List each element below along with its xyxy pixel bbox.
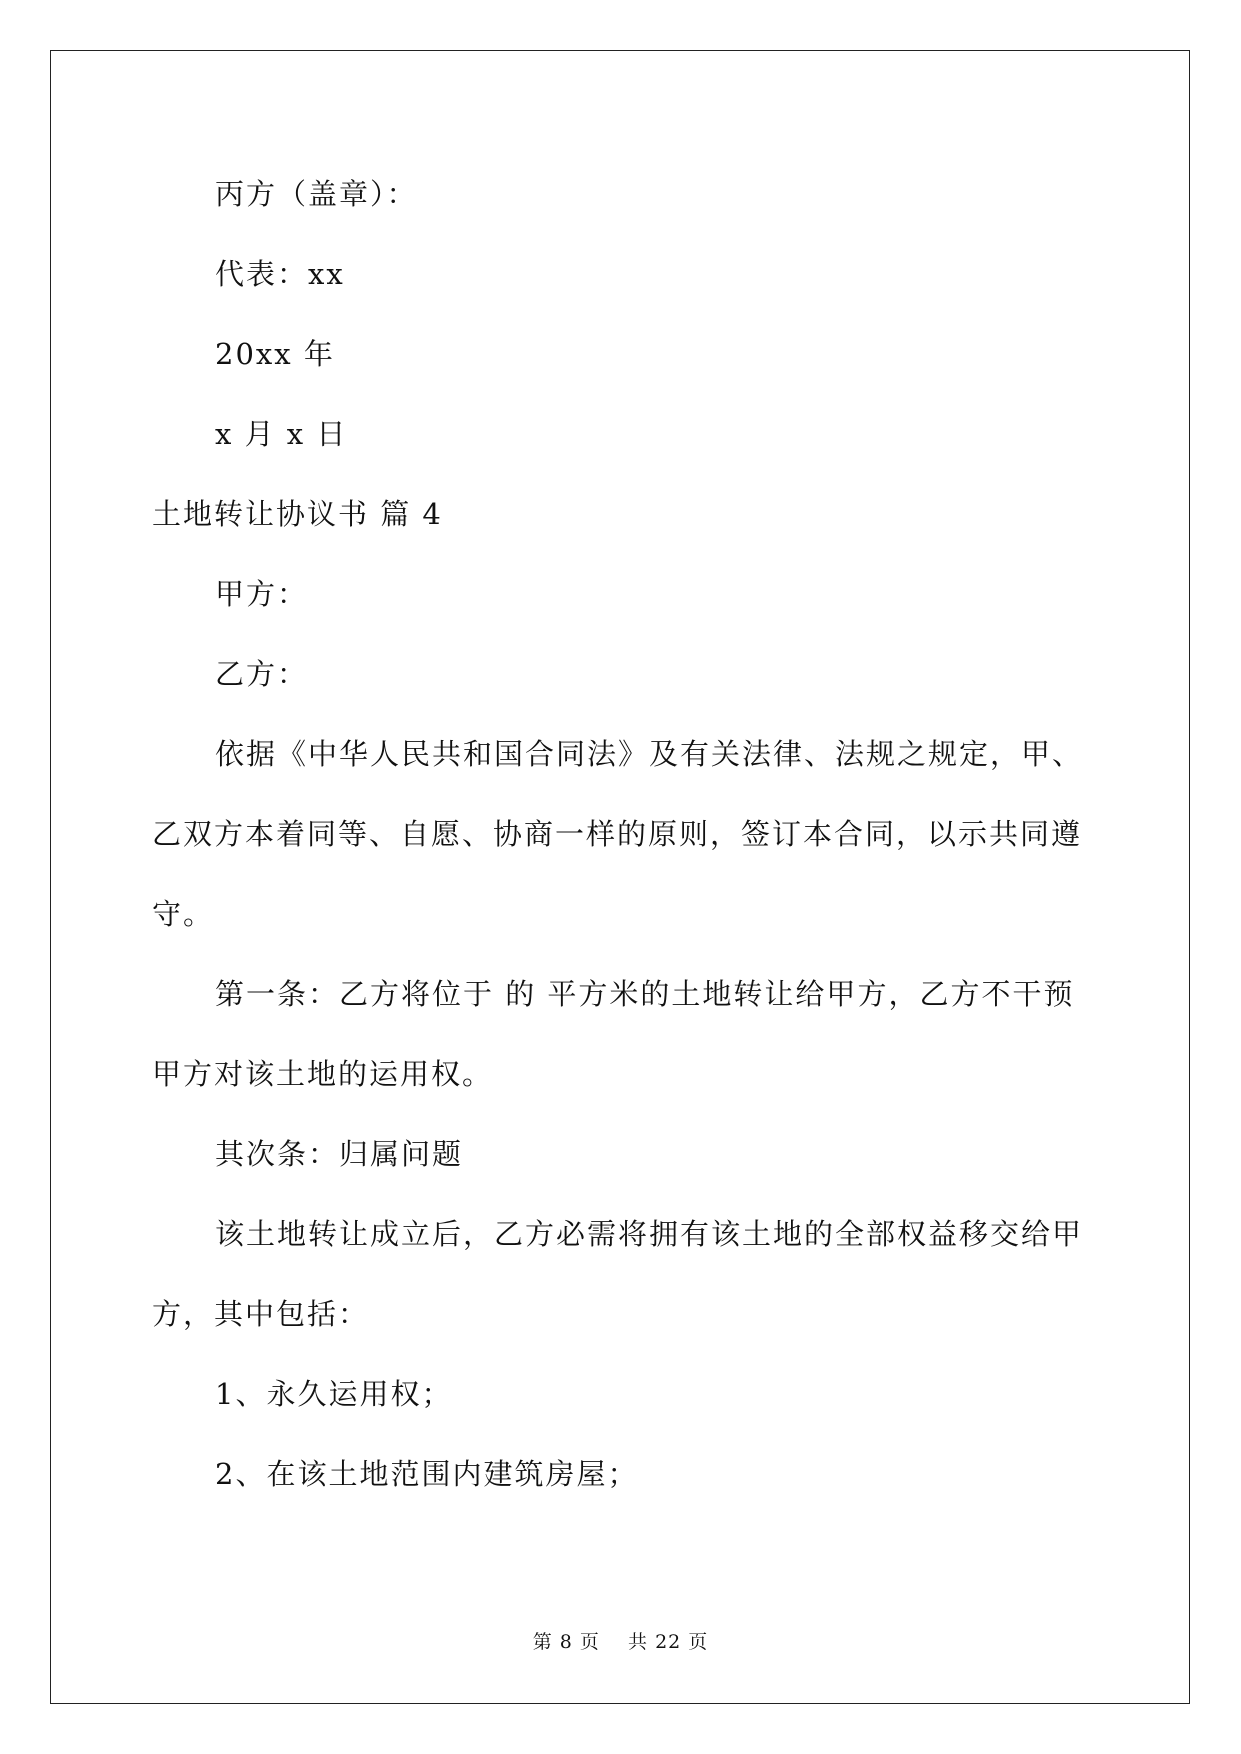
list-item-2: 2、在该土地范围内建筑房屋； (215, 1457, 639, 1491)
page-footer (0, 1630, 1241, 1654)
party-b-line: 乙方： (215, 657, 309, 691)
page-total: 共 22 页 (628, 1631, 709, 1653)
representative-line: 代表：xx (215, 257, 345, 291)
paragraph-preamble-line-1: 依据《中华人民共和国合同法》及有关法律、法规之规定，甲、 (215, 737, 1084, 771)
party-a-line: 甲方： (215, 577, 309, 611)
date-line: x 月 x 日 (215, 417, 348, 451)
article-two-heading: 其次条：归属问题 (215, 1137, 464, 1171)
party-c-seal-line: 丙方（盖章）： (215, 177, 418, 211)
section-heading: 土地转让协议书 篇 4 (152, 497, 443, 531)
article-two-line-1: 该土地转让成立后，乙方必需将拥有该土地的全部权益移交给甲 (215, 1217, 1084, 1251)
article-one-line-1: 第一条：乙方将位于 的 平方米的土地转让给甲方，乙方不干预 (215, 977, 1075, 1011)
page-number: 第 8 页 (532, 1631, 600, 1653)
year-line: 20xx 年 (215, 337, 335, 371)
paragraph-preamble-line-2: 乙双方本着同等、自愿、协商一样的原则，签订本合同，以示共同遵 (152, 817, 1083, 851)
list-item-1: 1、永久运用权； (215, 1377, 453, 1411)
article-two-line-2: 方，其中包括： (152, 1297, 370, 1331)
paragraph-preamble-line-3: 守。 (152, 897, 215, 931)
article-one-line-2: 甲方对该土地的运用权。 (152, 1057, 494, 1091)
